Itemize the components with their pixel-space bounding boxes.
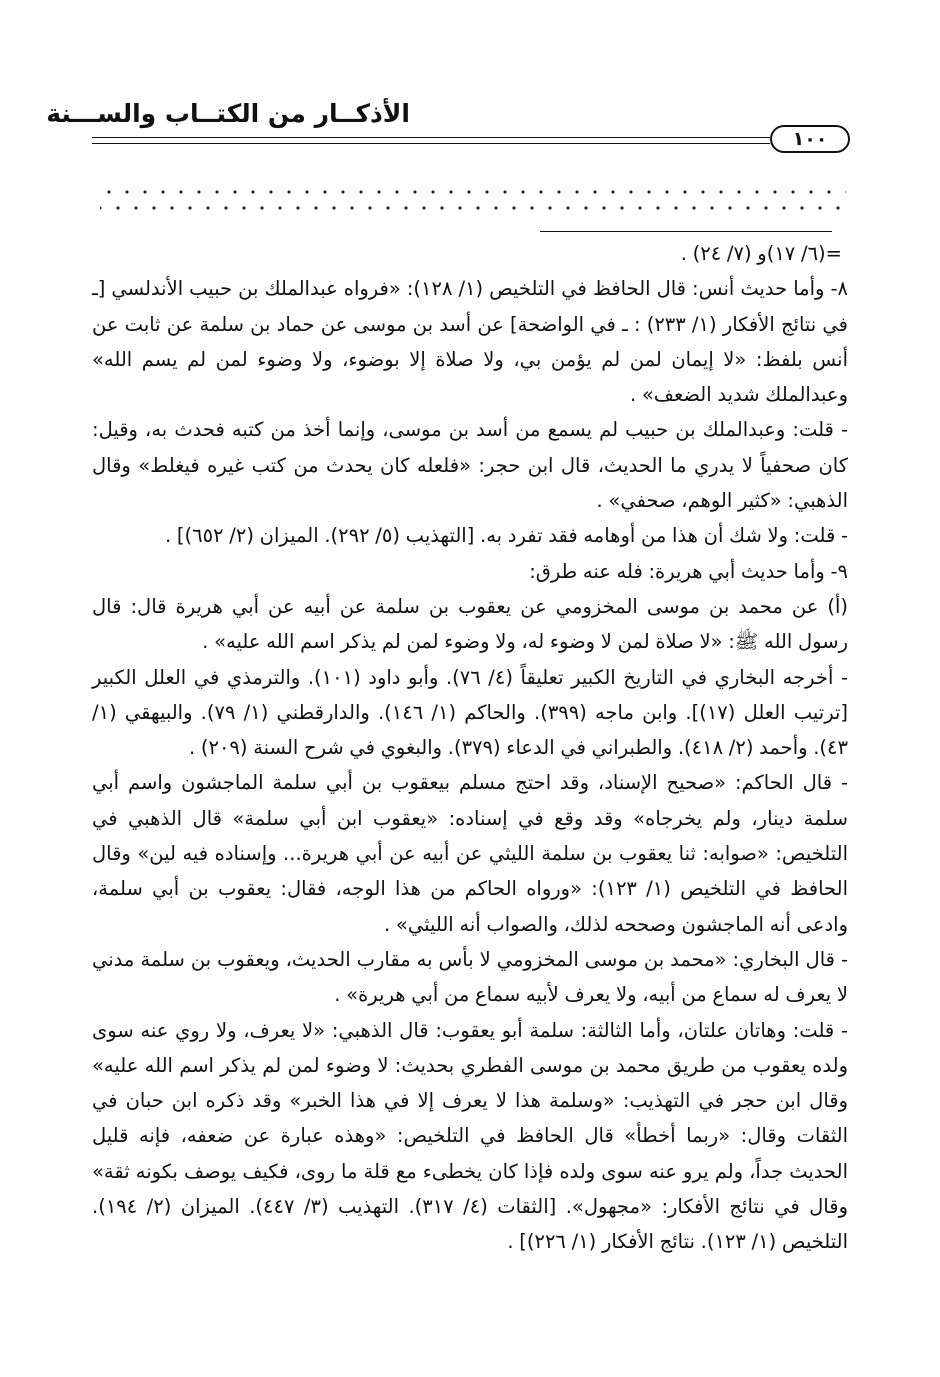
header-rule-line-bottom (92, 143, 770, 144)
paragraph-bukhari-note: - قال البخاري: «محمد بن موسى المخزومي لا بأس به مقارب الحديث، ويعقوب بن سلمة مدني لا يعرف له سماع من أبيه، ولا يعرف لأبيه سماع من أبي هريرة» . (92, 947, 848, 1007)
footnote-continuation: =(٦/ ١٧)و (٧/ ٢٤) . (680, 242, 842, 265)
footnote-text (92, 236, 848, 1260)
dotted-divider-row-2 (100, 202, 846, 214)
paragraph-route-a: (أ) عن محمد بن موسى المخزومي عن يعقوب بن سلمة عن أبيه عن أبي هريرة قال: قال رسول الله ﷺ: «لا صلاة لمن لا وضوء له، ولا وضوء لمن لم يذكر اسم الله عليه» . (92, 594, 848, 654)
paragraph-abdulmalik-note: - قلت: وعبدالملك بن حبيب لم يسمع من أسد بن موسى، وإنما أخذ من كتبه فحدث به، وقيل: كان صحفياً لا يدري ما الحديث، قال ابن حجر: «فلعله كان يحدث من كتب غيره فيغلط» وقال الذهبي: «كثير الوهم، صحفي» . (92, 418, 848, 513)
dotted-divider-row-1 (100, 186, 846, 198)
footnote-separator (540, 231, 832, 232)
paragraph-abu-hurayra-heading: ٩- وأما حديث أبي هريرة: فله عنه طرق: (529, 559, 848, 583)
paragraph-hakim-note: - قال الحاكم: «صحيح الإسناد، وقد احتج مسلم بيعقوب بن أبي سلمة الماجشون واسم أبي سلمة دينار، ولم يخرجاه» وقد وقع في إسناده: «يعقوب ابن أبي سلمة» قال الذهبي في التلخيص: «صوابه: ثنا يعقوب بن سلمة الليثي عن أبيه عن أبي هريرة... وإسناده فيه لين» وقال الحافظ في التلخيص (١/ ١٢٣): «ورواه الحاكم من هذا الوجه، فقال: يعقوب بن أبي سلمة، وادعى أنه الماجشون وصححه لذلك، والصواب أنه الليثي» . (92, 771, 848, 936)
header-rule (92, 125, 850, 155)
paragraph-anas-hadith: ٨- وأما حديث أنس: قال الحافظ في التلخيص (١/ ١٢٨): «فرواه عبدالملك بن حبيب الأندلسي [ـ في نتائج الأفكار (١/ ٢٣٣) : ـ في الواضحة] عن أسد بن موسى عن حماد بن سلمة عن ثابت عن أنس بلفظ: «لا إيمان لمن لم يؤمن بي، ولا صلاة إلا بوضوء، ولا وضوء لمن لم يسم الله» وعبدالملك شديد الضعف» . (92, 277, 848, 407)
page-number-badge: ١٠٠ (770, 125, 850, 153)
paragraph-third-illa: - قلت: وهاتان علتان، وأما الثالثة: سلمة أبو يعقوب: قال الذهبي: «لا يعرف، ولا روي عنه سوى ولده يعقوب من طريق محمد بن موسى الفطري بحديث: لا وضوء لمن لم يذكر اسم الله عليه» وقال ابن حجر في التهذيب: «وسلمة هذا لا يعرف إلا في هذا الخبر» وقد ذكره ابن حبان في الثقات وقال: «ربما أخطأ» قال الحافظ في التلخيص: «وهذه عبارة عن ضعفه، فإنه قليل الحديث جداً، ولم يرو عنه سوى ولده فإذا كان يخطىء مع قلة ما روى، فكيف يوصف بكونه ثقة» وقال في نتائج الأفكار: «مجهول». [الثقات (٤/ ٣١٧). التهذيب (٣/ ٤٤٧). الميزان (٢/ ١٩٤). التلخيص (١/ ١٢٣). نتائج الأفكار (١/ ٢٢٦)] . (92, 1018, 848, 1254)
header-rule-line-top (92, 137, 770, 138)
paragraph-takhrij: - أخرجه البخاري في التاريخ الكبير تعليقاً (٤/ ٧٦). وأبو داود (١٠١). والترمذي في العلل الكبير [ترتيب العلل (١٧)]. وابن ماجه (٣٩٩). والحاكم (١/ ١٤٦). والدارقطني (١/ ٧٩). والبيهقي (١/ ٤٣). وأحمد (٢/ ٤١٨). والطبراني في الدعاء (٣٧٩). والبغوي في شرح السنة (٢٠٩) . (92, 665, 848, 760)
running-title: الأذكــار من الكتــاب والســـنة (46, 99, 410, 128)
paragraph-wahm-note: - قلت: ولا شك أن هذا من أوهامه فقد تفرد به. [التهذيب (٥/ ٢٩٢). الميزان (٢/ ٦٥٢)] . (165, 524, 848, 548)
